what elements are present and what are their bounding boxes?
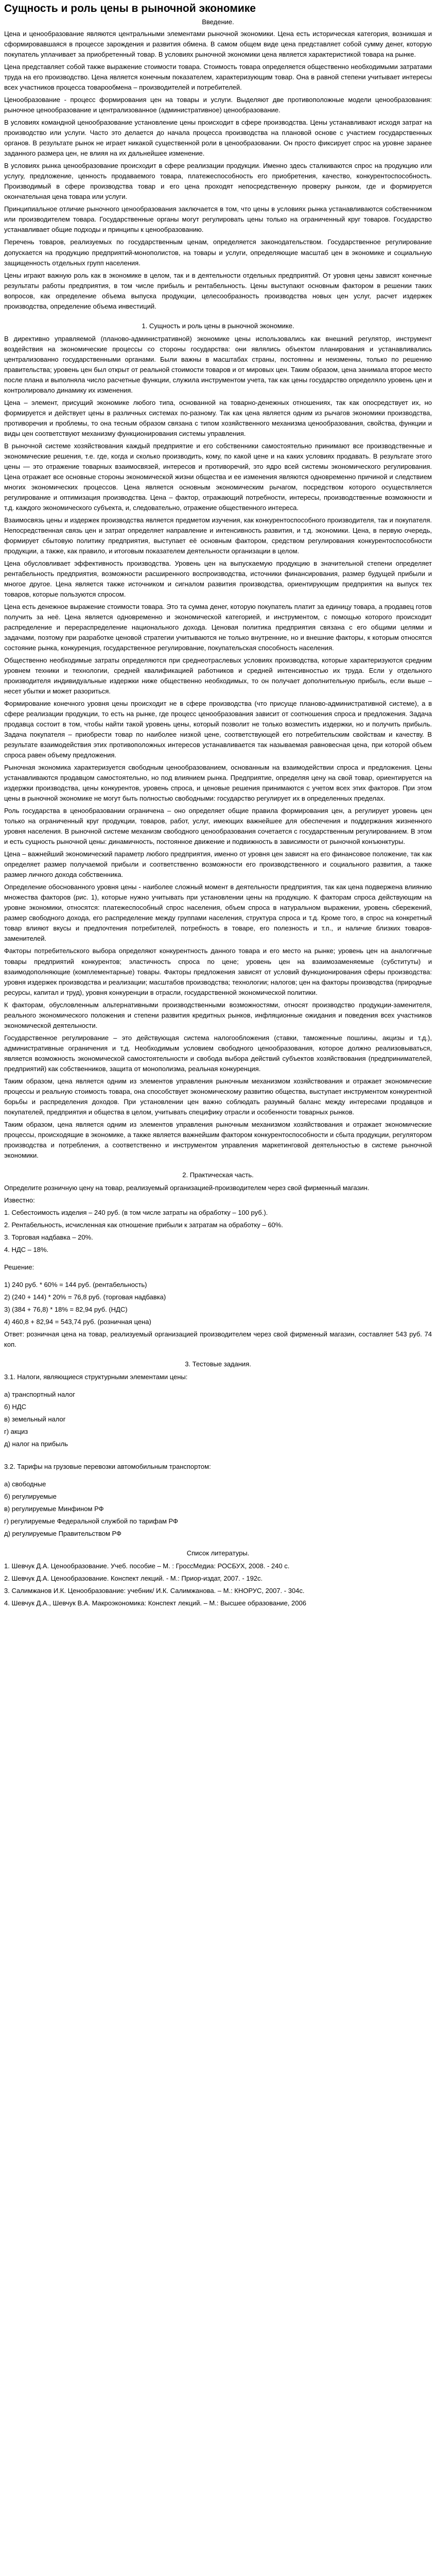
section1-paragraph: Цена есть денежное выражение стоимости товара. Это та сумма денег, которую покупатель платит за единицу товара, а продавец готов получить за неё. Цена является одновременно и экономической категорией, и инструментом, с помощью которого происходит распределение и перераспределение национального дохода. Ценовая политика предприятия связана с его общими целями и задачами, поэтому при разработке ценовой стратегии учитываются не только внутренние, но и внешние факторы, к которым относятся состояние рынка, конкуренция, государственное регулирование, покупательская способность населения.	[4, 602, 432, 652]
intro-body	[4, 29, 432, 311]
section1-heading: 1. Сущность и роль цены в рыночной экономике.	[142, 321, 294, 330]
intro-paragraph: В условиях рынка ценообразование происходит в сфере реализации продукции. Именно здесь сталкиваются спрос на продукцию или услугу, предложение, ценность продаваемого товара, платежеспособность его приобретения, качество, конкурентоспособность. Производимый в сфере производства товар и его цена проходят непосредственную проверку рынком, где и формируется окончательная цена товара или услуги.	[4, 162, 432, 201]
references-heading: Список литературы.	[186, 1549, 250, 1557]
section1-paragraph: К факторам, обусловленным альтернативными производственными возможностями, относят производство продукции-заменителя, реального экономического положения и степени развития кредитных рынков, инфляционные ожидания и поведения всех участников экономической деятельности.	[4, 1001, 432, 1029]
test-option: б) регулируемые	[4, 1493, 57, 1501]
known-item: 2. Рентабельность, исчисленная как отношение прибыли к затратам на обработку – 60%.	[4, 1221, 283, 1229]
intro-paragraph: Принципиальное отличие рыночного ценообразования заключается в том, что цены в условиях рынка устанавливаются собственником или производителем товара. Государственные органы могут регулировать цены только на ограниченный круг товаров. Государство устанавливает общие подходы и принципы к ценообразованию.	[4, 205, 432, 234]
section1-paragraph: Цена – важнейший экономический параметр любого предприятия, именно от уровня цен зависят на его финансовое положение, так как определяет размер получаемой прибыли и соответственно возможности его производственного и социального развития, а также размер личного дохода собственника.	[4, 850, 432, 879]
reference-item: 1. Шевчук Д.А. Ценообразование. Учеб. пособие – М. : ГроссМедиа: РОСБУХ, 2008. - 240 с.	[4, 1562, 290, 1570]
solution-step: 3) (384 + 76,8) * 18% = 82,94 руб. (НДС)	[4, 1305, 128, 1313]
section2-body	[4, 1183, 432, 1350]
section1-paragraph: Факторы потребительского выбора определяют конкурентность данного товара и его место на рынке; уровень цен на аналогичные товары предприятий конкурентов; эластичность спроса по цене; уровень цен на взаимозаменяемые (субституты) и взаимодополняющие (комплементарные) товары. Факторы предложения зависят от условий функционирования сферы производства: уровня издержек производства и реализации; масштабов производства; технологии; налогов; цен на факторы производства (природные ресурсы, капитал и труд), уровня конкуренции в отрасли, государственной экономической политики.	[4, 947, 432, 996]
section1-paragraph: Взаимосвязь цены и издержек производства является предметом изучения, как конкурентоспособного производителя, так и покупателя. Непосредственная связь цен и затрат определяет направление и интенсивность развития, и т.д. экономики. Цена, в первую очередь, формирует сбытовую политику предприятия, выступает её основным фактором, средством регулирования конкурентоспособности продукции, а также, как правило, и итоговым показателем деятельности организации в целом.	[4, 516, 432, 555]
section1-body	[4, 334, 432, 1161]
test-question-1: 3.1. Налоги, являющиеся структурными элементами цены:	[4, 1373, 188, 1381]
test-option: в) регулируемые Минфином РФ	[4, 1505, 104, 1513]
test-option: г) акциз	[4, 1428, 28, 1436]
section1-paragraph: В директивно управляемой (планово-административной) экономике цены использовались как внешний регулятор, инструмент воздействия на экономические процессы со стороны государства: они являлись объектом планирования и устанавливались централизованно государственными органами. Были важны в масштабах страны, постоянны и неизменны, только по решению правительства; уровень цен был открыт от реальной стоимости товаров и от мировых цен. Таким образом, цена занимала второе место после плана и выполняла число расчетные функции, служила инструментом учета, так как цены государство определяло уровень цен и контролировало динамику их изменения.	[4, 334, 432, 394]
intro-paragraph: Цена представляет собой также выражение стоимости товара. Стоимость товара определяется общественно необходимыми затратами труда на его производство. Цена является конечным показателем, характеризующим товар. Она в равной степени учитывает интересы всех участников процесса товарообмена – производителей и потребителей.	[4, 63, 432, 92]
test-question-2: 3.2. Тарифы на грузовые перевозки автомобильным транспортом:	[4, 1463, 211, 1471]
test-option: б) НДС	[4, 1403, 26, 1411]
intro-paragraph: Цены играют важную роль как в экономике в целом, так и в деятельности отдельных предприятий. От уровня цены зависят конечные результаты работы предприятия, в том числе прибыль и рентабельность. Цены выступают основным фактором в решении таких вопросов, как определение объема выпуска продукции, целесообразность производства новых цен услуг, расчет издержек производства, определение объема инвестиций.	[4, 271, 432, 310]
solution-label: Решение:	[4, 1263, 34, 1271]
section1-paragraph: Формирование конечного уровня цены происходит не в сфере производства (что присуще планово-административной системе), а в сфере реализации продукции, то есть на рынке, где процесс ценообразования зависит от соотношения спроса и предложения. Задача продавца состоит в том, чтобы найти такой уровень цены, который позволит не только возместить издержки, но и получить прибыль. Задача покупателя – приобрести товар по наиболее низкой цене, соответствующей его потребительским свойствам и качеству. В результате взаимодействия этих противоположных интересов устанавливается так называемая равновесная цена, при которой объем спроса равен объему предложения.	[4, 700, 432, 759]
page-title: Сущность и роль цены в рыночной экономике	[4, 3, 256, 14]
section3-body	[4, 1372, 432, 1539]
test-option: д) регулируемые Правительством РФ	[4, 1530, 121, 1538]
intro-paragraph: Цена и ценообразование являются центральными элементами рыночной экономики. Цена есть историческая категория, возникшая и сформировавшаяся в процессе зарождения и развития обмена. В самом общем виде цена представляет собой сумму денег, которую покупатель уплачивает за приобретенный товар. В условиях рыночной экономики цена является характеристикой товара на рынке.	[4, 30, 432, 59]
intro-heading: Введение.	[202, 18, 234, 26]
section1-paragraph: Цена обусловливает эффективность производства. Уровень цен на выпускаемую продукцию в значительной степени определяет рентабельность предприятия, возможности расширенного воспроизводства, источники финансирования, размер будущей прибыли и многое другое. Цена является также источником и сигналом развития производства, ориентирующим предприятия на выпуск тех товаров, которые пользуются спросом.	[4, 559, 432, 598]
solution-step: 4) 460,8 + 82,94 = 543,74 руб. (розничная цена)	[4, 1317, 151, 1326]
test-option: в) земельный налог	[4, 1415, 66, 1423]
reference-item: 3. Салимжанов И.К. Ценообразование: учебник/ И.К. Салимжанова. – М.: КНОРУС, 2007. - 304с.	[4, 1587, 305, 1595]
test-option: г) регулируемые Федеральной службой по тарифам РФ	[4, 1517, 178, 1526]
section1-paragraph: Таким образом, цена является одним из элементов управления рыночным механизмом хозяйствования и отражает экономические процессы, происходящие в экономике, а также является важнейшим фактором конкурентоспособности и сбыта продукции, регулятором производства и потребления, а соответственно и инструментом управления маркетинговой деятельностью в системе рыночной экономики.	[4, 1120, 432, 1159]
reference-item: 2. Шевчук Д.А. Ценообразование. Конспект лекций. - М.: Приор-издат, 2007. - 192с.	[4, 1574, 263, 1583]
section1-paragraph: Рыночная экономика характеризуется свободным ценообразованием, основанным на взаимодействии спроса и предложения. Цены устанавливаются продавцом самостоятельно, но под влиянием рынка. Предприятие, определяя цену на свой товар, ориентируется на издержки производства, цены конкурентов, уровень спроса, и ценовые решения принимаются с учетом всех этих факторов. При этом цены в рыночной экономике не могут быть полностью свободными: государство регулирует их в определенных пределах.	[4, 764, 432, 803]
references-list	[4, 1561, 432, 1608]
intro-paragraph: Ценообразование - процесс формирования цен на товары и услуги. Выделяют две противоположные модели ценообразования: рыночное ценообразование и централизованное (административное) ценообразование.	[4, 96, 432, 114]
section1-paragraph: Таким образом, цена является одним из элементов управления рыночным механизмом хозяйствования и отражает экономические процессы и реальную стоимость товара, она способствует экономическому развитию общества, выступает инструментом конкурентной борьбы и распределения доходов. При установлении цен важно соблюдать разумный баланс между интересами продавцов и покупателей, предприятия и общества в целом, учитывать специфику отрасли и особенности товарных рынков.	[4, 1077, 432, 1116]
test-option: д) налог на прибыль	[4, 1440, 68, 1448]
known-item: 1. Себестоимость изделия – 240 руб. (в том числе затраты на обработку – 100 руб.).	[4, 1208, 268, 1216]
task-text: Определите розничную цену на товар, реализуемый организацией-производителем через свой фирменный магазин.	[4, 1183, 370, 1192]
solution-step: 1) 240 руб. * 60% = 144 руб. (рентабельность)	[4, 1280, 147, 1289]
solution-step: 2) (240 + 144) * 20% = 76,8 руб. (торговая надбавка)	[4, 1293, 166, 1301]
answer-text: Ответ: розничная цена на товар, реализуемый организацией производителем через свой фирменный магазин, составляет 543 руб. 74 коп.	[4, 1330, 432, 1348]
known-item: 4. НДС – 18%.	[4, 1245, 49, 1253]
known-item: 3. Торговая надбавка – 20%.	[4, 1233, 93, 1241]
intro-paragraph: В условиях командной ценообразование установление цены происходит в сфере производства. Цены устанавливают исходя затрат на производство или услуги. Часто это делается до начала процесса производства на плановой основе с участием государственных органов. В результате рынок не играет никакой существенной роли в ценообразовании. Он просто фиксирует спрос на уровне заранее заданного размера цен, не влияя на их дальнейшее изменение.	[4, 118, 432, 158]
intro-paragraph: Перечень товаров, реализуемых по государственным ценам, определяется законодательством. Государственное регулирование допускается на продукцию предприятий-монополистов, на товары и услуги, определяющие масштаб цен в экономике и социальную защищенность отдельных групп населения.	[4, 238, 432, 267]
section1-paragraph: Роль государства в ценообразовании ограничена – оно определяет общие правила формирования цен, а регулирует уровень цен только на ограниченный круг продукции, товаров, работ, услуг, имеющих важнейшее для обеспечения и поддержания жизненного уровня населения. В рыночной системе механизм свободного ценообразования сочетается с государственным регулированием. В этом и есть сущность рыночной цены: динамичность, постоянное движение и подвижность в зависимости от рыночной конъюнктуры.	[4, 807, 432, 846]
section1-paragraph: Цена – элемент, присущий экономике любого типа, основанной на товарно-денежных отношениях, так как опосредствует их, но формируется и действует цены в различных системах по-разному. Так как цена является одним из рычагов экономики производства, противоречия и проблемы, то она тесным образом связана с типом хозяйственного механизма ценообразования, свойства, функции и виды цен соответствуют механизму функционирования системы управления.	[4, 398, 432, 437]
reference-item: 4. Шевчук Д.А., Шевчук В.А. Макроэкономика: Конспект лекций. – М.: Высшее образование, 2006	[4, 1599, 306, 1607]
section1-paragraph: Государственное регулирование – это действующая система налогообложения (ставки, таможенные пошлины, акцизы и т.д.), административные ограничения и т.д. Необходимым условием свободного ценообразования, которое должно реализовываться, является возможность экономической самостоятельности и свобода выбора действий субъектов хозяйствования (предпринимателей, предприятий) как собственников, защита от монополизма, реальная конкуренция.	[4, 1033, 432, 1073]
section2-heading: 2. Практическая часть.	[182, 1171, 254, 1179]
section1-paragraph: В рыночной системе хозяйствования каждый предприятие и его собственники самостоятельно принимают все производственные и экономические решения, т.е. где, когда и сколько производить, кому, по какой цене и на каких условиях продавать. В результате этого цены — это отражение товарных взаимосвязей, интересов и противоречий, это ядро всей системы экономического регулирования. Цена отражает все основные стороны экономической жизни общества и ее изменения являются одновременно причиной и следствием многих экономических процессов. Цена является основным экономическим рычагом, посредством которого осуществляется регулирование и оптимизация производства. Цена – фактор, отражающий потребности, интересы, производственные возможности и т.д. каждого экономического субъекта, и, следовательно, отражение общественного интереса.	[4, 442, 432, 512]
section1-paragraph: Определение обоснованного уровня цены - наиболее сложный момент в деятельности предприятия, так как цена подвержена влиянию множества факторов (рис. 1), которые нужно учитывать при установлении цены на продукцию. К факторам спроса действующим на уровне экономики, относятся: платежеспособный спрос населения, объем спроса в натуральном выражении, уровень сбережений, размер свободного дохода, его распределение между группами населения, структура спроса и т.д. Кроме того, в спрос на конкретный товар влияют вкусы и предпочтения потребителей, потребность в товаре, его полезность и т.п., и наличие близких товаров-заменителей.	[4, 883, 432, 943]
test-option: а) свободные	[4, 1480, 46, 1488]
section3-heading: 3. Тестовые задания.	[185, 1360, 251, 1368]
test-option: а) транспортный налог	[4, 1391, 75, 1399]
section1-paragraph: Общественно необходимые затраты определяются при среднеотраслевых условиях производства, которые характеризуются средним уровнем техники и технологии, средней квалификацией работников и средней интенсивностью их труда. Если у отдельного производителя индивидуальные издержки ниже общественно необходимых, то он получает дополнительную прибыль, если выше – несет убытки и может разориться.	[4, 656, 432, 696]
known-label: Известно:	[4, 1196, 35, 1204]
